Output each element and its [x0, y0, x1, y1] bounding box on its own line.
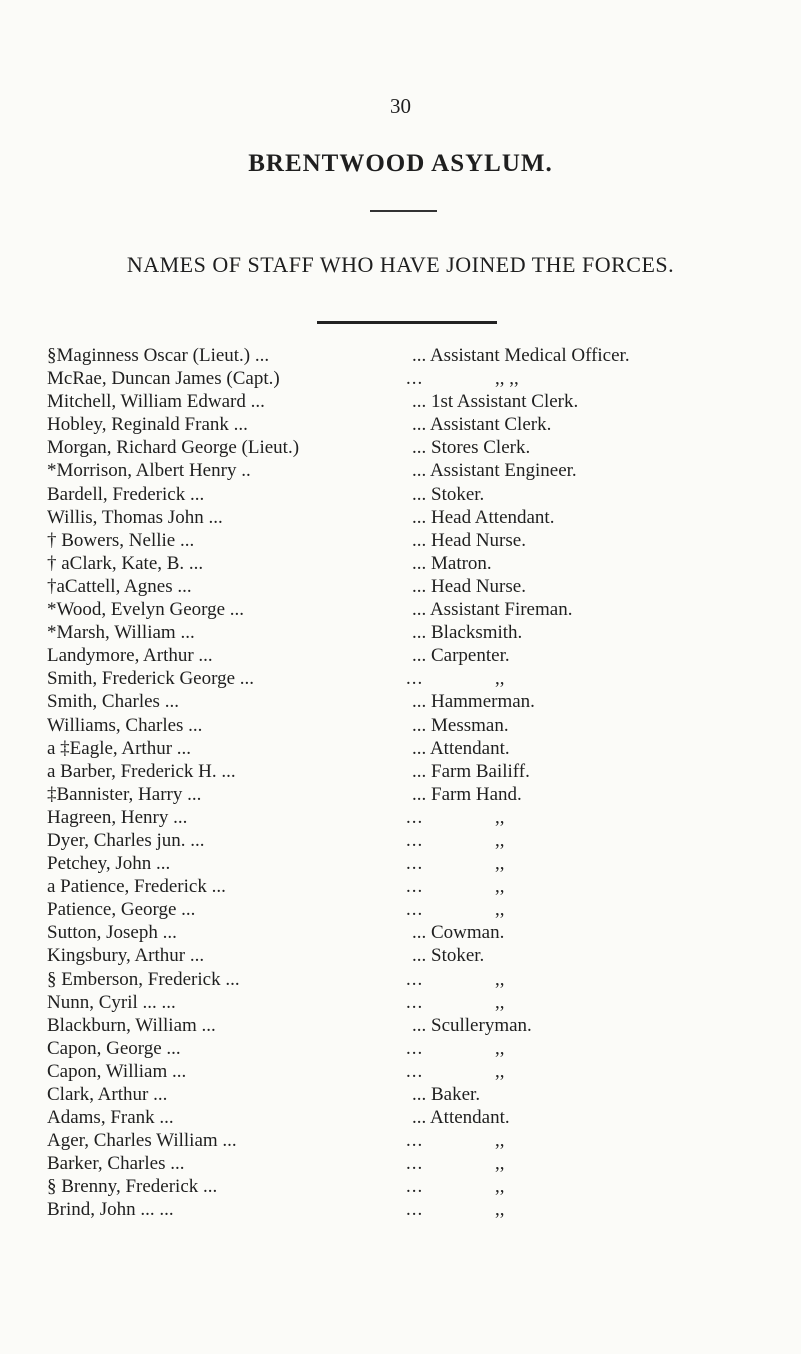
- ditto-mark: ,,: [495, 668, 505, 690]
- staff-role: ... Attendant.: [412, 1107, 510, 1129]
- dot-leader: ...: [406, 829, 424, 851]
- staff-row: [0, 1083, 801, 1106]
- staff-name: Nunn, Cyril ... ...: [47, 991, 176, 1013]
- staff-name: § Brenny, Frederick ...: [47, 1176, 218, 1198]
- ditto-mark: ,,: [495, 1060, 505, 1082]
- staff-row: [0, 575, 801, 598]
- staff-name: Adams, Frank ...: [47, 1107, 174, 1129]
- staff-row: [0, 1014, 801, 1037]
- staff-role: ... Sculleryman.: [412, 1014, 532, 1036]
- dot-leader: ...: [406, 1130, 424, 1152]
- staff-role: ... Stores Clerk.: [412, 437, 531, 459]
- staff-row: [0, 413, 801, 436]
- staff-name: Willis, Thomas John ...: [47, 506, 223, 528]
- staff-role: ... Assistant Medical Officer.: [412, 345, 630, 366]
- dot-leader: ...: [406, 668, 424, 690]
- ditto-mark: ,,: [495, 899, 505, 921]
- dot-leader: ...: [406, 899, 424, 921]
- staff-name: Williams, Charles ...: [47, 714, 203, 736]
- staff-row: [0, 1106, 801, 1129]
- staff-name: Capon, George ...: [47, 1037, 181, 1059]
- staff-role: ... Head Nurse.: [412, 575, 526, 597]
- ditto-mark: ,,: [495, 1153, 505, 1175]
- ditto-mark: ,,: [495, 991, 505, 1013]
- staff-name: McRae, Duncan James (Capt.): [47, 368, 280, 390]
- staff-role: ... Attendant.: [412, 737, 510, 759]
- staff-name: *Wood, Evelyn George ...: [47, 599, 245, 621]
- staff-role: ... Hammerman.: [412, 691, 535, 713]
- staff-row: [0, 898, 801, 921]
- staff-row: [0, 1060, 801, 1083]
- staff-role: ... Head Nurse.: [412, 529, 526, 551]
- staff-name: † aClark, Kate, B. ...: [47, 552, 204, 574]
- dot-leader: ...: [406, 1153, 424, 1175]
- staff-row: [0, 1175, 801, 1198]
- staff-role: ... Messman.: [412, 714, 509, 736]
- ditto-mark: ,,: [495, 968, 505, 990]
- staff-name: Morgan, Richard George (Lieut.): [47, 437, 300, 459]
- page-subtitle: NAMES OF STAFF WHO HAVE JOINED THE FORCES.: [126, 252, 675, 277]
- staff-name: Barker, Charles ...: [47, 1153, 185, 1175]
- staff-role: ... Head Attendant.: [412, 506, 555, 528]
- staff-role: ... Farm Hand.: [412, 783, 522, 805]
- staff-name: Bardell, Frederick ...: [47, 483, 205, 505]
- staff-row: [0, 968, 801, 991]
- staff-name: Hagreen, Henry ...: [47, 806, 188, 828]
- staff-name: † Bowers, Nellie ...: [47, 529, 195, 551]
- staff-name: a Patience, Frederick ...: [47, 876, 226, 898]
- staff-row: [0, 667, 801, 690]
- staff-role: ... Cowman.: [412, 922, 505, 944]
- staff-name: Brind, John ... ...: [47, 1199, 174, 1221]
- staff-row: [0, 944, 801, 967]
- staff-row: [0, 737, 801, 760]
- staff-name: Kingsbury, Arthur ...: [47, 945, 205, 967]
- staff-role: ... Assistant Engineer.: [412, 460, 577, 482]
- staff-name: Smith, Charles ...: [47, 691, 179, 713]
- staff-row: [0, 714, 801, 737]
- staff-name: §Maginness Oscar (Lieut.) ...: [47, 345, 270, 366]
- staff-row: [0, 921, 801, 944]
- staff-role: ... Blacksmith.: [412, 622, 523, 644]
- dot-leader: ...: [406, 1060, 424, 1082]
- staff-name: Landymore, Arthur ...: [47, 645, 213, 667]
- ditto-mark: ,,: [495, 853, 505, 875]
- staff-name: Patience, George ...: [47, 899, 196, 921]
- staff-name: Petchey, John ...: [47, 853, 171, 875]
- staff-row: [0, 436, 801, 459]
- staff-role: ... 1st Assistant Clerk.: [412, 391, 579, 413]
- staff-row: [0, 829, 801, 852]
- staff-row: [0, 875, 801, 898]
- ditto-mark: ,,: [495, 829, 505, 851]
- staff-row: [0, 529, 801, 552]
- staff-name: Hobley, Reginald Frank ...: [47, 414, 248, 436]
- page-number: 30: [390, 94, 411, 118]
- ditto-mark: ,,: [495, 876, 505, 898]
- staff-role: ... Stoker.: [412, 483, 485, 505]
- staff-name: †aCattell, Agnes ...: [47, 575, 192, 597]
- staff-row: [0, 598, 801, 621]
- staff-row: [0, 690, 801, 713]
- dot-leader: ...: [406, 876, 424, 898]
- staff-row: [0, 760, 801, 783]
- staff-role: ... Stoker.: [412, 945, 485, 967]
- ditto-mark: ,,: [495, 1037, 505, 1059]
- ditto-mark: ,,: [495, 1130, 505, 1152]
- staff-name: a ‡Eagle, Arthur ...: [47, 737, 192, 759]
- page-title: BRENTWOOD ASYLUM.: [248, 150, 553, 177]
- staff-role: ... Farm Bailiff.: [412, 760, 530, 782]
- dot-leader: ...: [406, 968, 424, 990]
- staff-row: [0, 390, 801, 413]
- staff-row: [0, 367, 801, 390]
- staff-row: [0, 621, 801, 644]
- dot-leader: ...: [406, 853, 424, 875]
- staff-name: *Morrison, Albert Henry ..: [47, 460, 251, 482]
- staff-name: Blackburn, William ...: [47, 1014, 216, 1036]
- staff-role: ... Carpenter.: [412, 645, 510, 667]
- staff-name: a Barber, Frederick H. ...: [47, 760, 236, 782]
- staff-row: [0, 1198, 801, 1221]
- ditto-mark: ,,: [495, 1176, 505, 1198]
- staff-row: [0, 1152, 801, 1175]
- staff-row: [0, 991, 801, 1014]
- staff-row: [0, 852, 801, 875]
- staff-row: [0, 806, 801, 829]
- ditto-mark: ,, ,,: [495, 368, 519, 390]
- staff-row: [0, 552, 801, 575]
- dot-leader: ...: [406, 1176, 424, 1198]
- section-divider: [317, 321, 497, 324]
- staff-name: § Emberson, Frederick ...: [47, 968, 240, 990]
- staff-row: [0, 483, 801, 506]
- staff-name: Clark, Arthur ...: [47, 1084, 168, 1105]
- staff-name: Mitchell, William Edward ...: [47, 391, 265, 413]
- ditto-mark: ,,: [495, 806, 505, 828]
- staff-role: ... Assistant Fireman.: [412, 599, 573, 621]
- staff-name: Capon, William ...: [47, 1060, 187, 1082]
- staff-name: Dyer, Charles jun. ...: [47, 829, 205, 851]
- staff-list: [0, 344, 801, 1222]
- dot-leader: ...: [406, 806, 424, 828]
- dot-leader: ...: [406, 1199, 424, 1221]
- staff-role: ... Matron.: [412, 552, 492, 574]
- staff-role: ... Baker.: [412, 1084, 481, 1105]
- staff-name: Smith, Frederick George ...: [47, 668, 255, 690]
- staff-name: Sutton, Joseph ...: [47, 922, 177, 944]
- staff-row: [0, 1037, 801, 1060]
- staff-row: [0, 1129, 801, 1152]
- staff-name: ‡Bannister, Harry ...: [47, 783, 202, 805]
- staff-row: [0, 344, 801, 367]
- title-divider: [370, 210, 437, 212]
- staff-row: [0, 459, 801, 482]
- dot-leader: ...: [406, 1037, 424, 1059]
- staff-row: [0, 506, 801, 529]
- dot-leader: ...: [406, 991, 424, 1013]
- staff-role: ... Assistant Clerk.: [412, 414, 552, 436]
- staff-name: *Marsh, William ...: [47, 622, 195, 644]
- dot-leader: ...: [406, 368, 424, 390]
- staff-row: [0, 644, 801, 667]
- staff-name: Ager, Charles William ...: [47, 1130, 237, 1152]
- ditto-mark: ,,: [495, 1199, 505, 1221]
- staff-row: [0, 783, 801, 806]
